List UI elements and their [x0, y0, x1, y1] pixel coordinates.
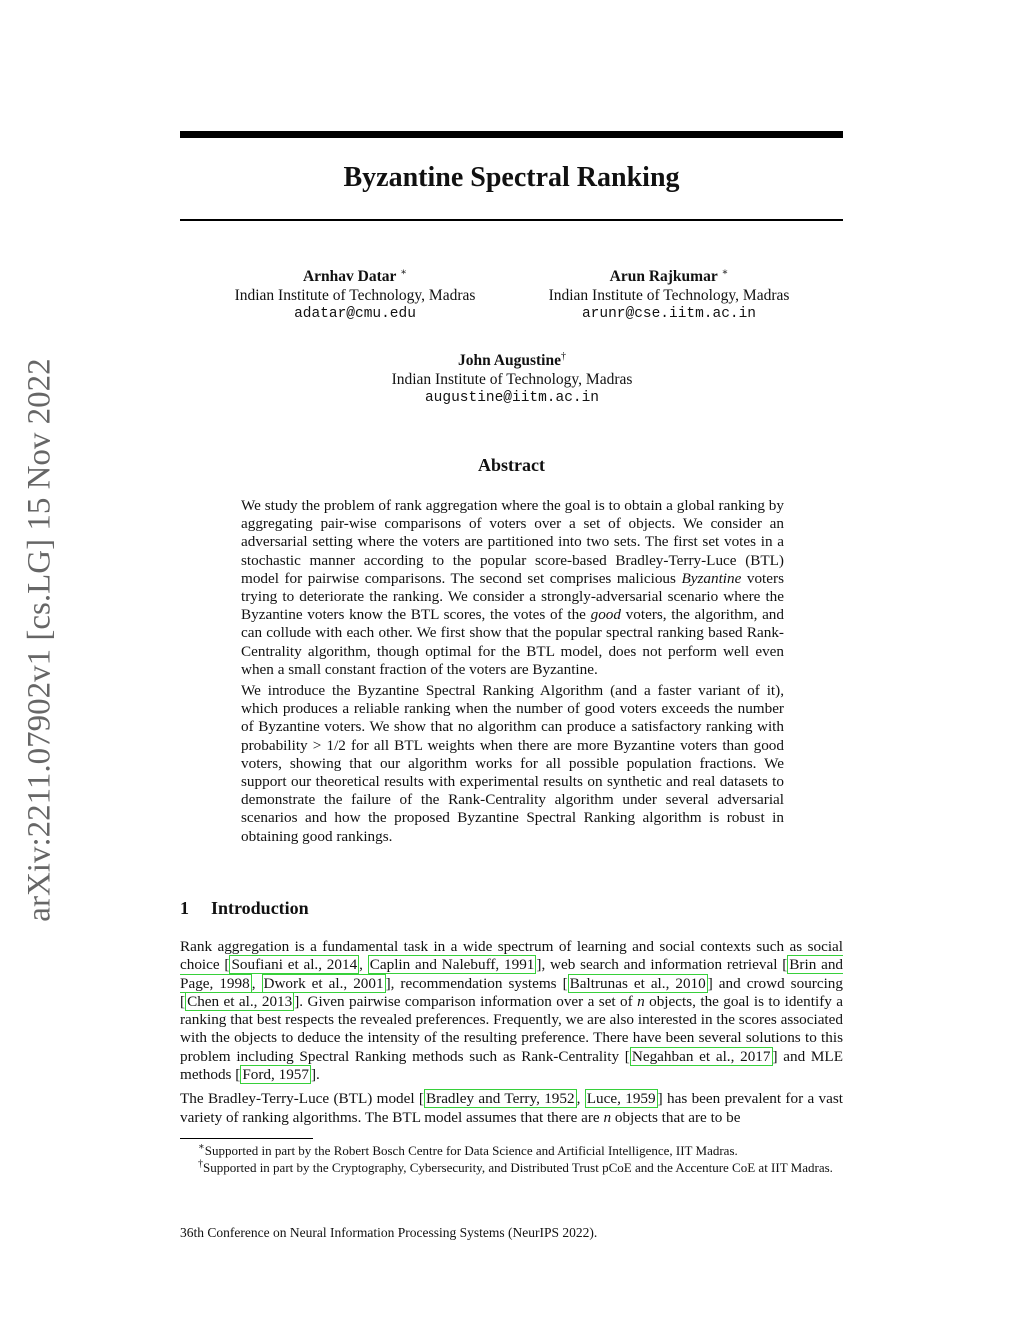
author-email[interactable]: adatar@cmu.edu: [294, 306, 416, 322]
intro-paragraph-2: The Bradley-Terry-Luce (BTL) model [ Bradley and Terry, 1952 , Luce, 1959 ] has been prevalent for a vast variety of ranking algorithms. The BTL model assumes that there are n objects that are to be: [180, 1090, 844, 1126]
arxiv-id: arXiv:2211.07902v1 [cs.LG] 15 Nov 2022: [21, 358, 58, 922]
author-block-2: [519, 267, 819, 324]
abstract-paragraph-1: We study the problem of rank aggregation where the goal is to obtain a global ranking by aggregating pair-wise comparisons of voters over a set of objects. We consider an adversarial setting where the voters are partitioned into two sets. The first set votes in a stochastic manner according to the popular score-based Bradley-Terry-Luce (BTL) model for pairwise comparisons. The second set comprises malicious Byzantine voters trying to deteriorate the ranking. We consider a strongly-adversarial scenario where the Byzantine voters know the BTL scores, the votes of the good voters, the algorithm, and can collude with each other. We first show that the popular spectral ranking based Rank-Centrality algorithm, though optimal for the BTL model, does not perform well even when a small constant fraction of the voters are Byzantine.: [241, 497, 784, 678]
author-email[interactable]: augustine@iitm.ac.in: [424, 390, 600, 406]
author-affiliation: Indian Institute of Technology, Madras: [234, 287, 476, 304]
section-number: 1: [180, 898, 189, 918]
citation-link[interactable]: Luce, 1959: [586, 1090, 656, 1108]
citation-link[interactable]: Dwork et al., 2001: [263, 974, 384, 992]
author-mark: ∗: [400, 266, 408, 278]
abstract-body: [241, 497, 784, 849]
paper-title: Byzantine Spectral Ranking: [343, 162, 680, 193]
citation-link[interactable]: Caplin and Nalebuff, 1991: [369, 956, 535, 974]
citation-link[interactable]: Soufiani et al., 2014: [231, 956, 358, 974]
citation-link[interactable]: Bradley and Terry, 1952: [426, 1090, 575, 1108]
abstract-paragraph-2: We introduce the Byzantine Spectral Ranking Algorithm (and a faster variant of it), which produces a reliable ranking when the number of good voters exceeds the number of Byzantine voters. We show that no algorithm can produce a satisfactory ranking with probability > 1/2 for all BTL weights when there are more Byzantine voters than good voters, showing that our algorithm works for all possible population fractions. We support our theoretical results with experimental results on synthetic and real datasets to demonstrate the failure of the Rank-Centrality algorithm under several adversarial scenarios and how the proposed Byzantine Spectral Ranking algorithm is robust in obtaining good rankings.: [241, 682, 784, 845]
author-mark: †: [560, 350, 566, 362]
footnote-1: ∗Supported in part by the Robert Bosch Centre for Data Science and Artificial Intelligence, IIT Madras.: [198, 1141, 738, 1158]
footnote-2: †Supported in part by the Cryptography, Cybersecurity, and Distributed Trust pCoE and the Accenture CoE at IIT Madras.: [198, 1158, 833, 1175]
citation-link[interactable]: Brin and Page, 1998: [180, 956, 844, 992]
intro-body: [180, 938, 843, 1133]
citation-link[interactable]: Negahban et al., 2017: [631, 1047, 771, 1065]
section-heading: [180, 898, 309, 919]
citation-link[interactable]: Chen et al., 2013: [187, 992, 293, 1010]
title-bottom-rule: [180, 219, 843, 221]
author-name: Arnhav Datar: [302, 268, 397, 285]
author-email[interactable]: arunr@cse.iitm.ac.in: [581, 306, 757, 322]
section-title: Introduction: [211, 898, 309, 918]
author-affiliation: Indian Institute of Technology, Madras: [548, 287, 790, 304]
author-name: Arun Rajkumar: [609, 268, 718, 285]
author-mark: ∗: [721, 266, 729, 278]
intro-paragraph-1: Rank aggregation is a fundamental task in a wide spectrum of learning and social contexts such as social choice [ Soufiani et al., 2014 , Caplin and Nalebuff, 1991 ], web search and information retrieval [ Brin and Page, 1998 , Dwork et al., 2001 ], recommendation systems [ Baltrunas et al., 2010 ] and crowd sourcing [ Chen et al., 2013 ]. Given pairwise comparison information over a set of n objects, the goal is to identify a ranking that best respects the revealed preferences. Frequently, we are also interested in the scores associated with the objects to deduce the intensity of the resulting preference. There have been several solutions to this problem including Spectral Ranking methods such as Rank-Centrality [ Negahban et al., 2017 ] and MLE methods [ Ford, 1957 ].: [180, 938, 844, 1084]
citation-link[interactable]: Baltrunas et al., 2010: [569, 974, 706, 992]
author-affiliation: Indian Institute of Technology, Madras: [391, 371, 633, 388]
abstract-heading: Abstract: [478, 455, 545, 475]
footnotes: [180, 1143, 843, 1176]
author-name: John Augustine: [458, 352, 561, 369]
author-block-1: [205, 267, 505, 324]
footnote-rule: [180, 1138, 313, 1139]
math-expression: > 1/2: [312, 736, 346, 754]
venue-footer: 36th Conference on Neural Information Processing Systems (NeurIPS 2022).: [180, 1225, 598, 1240]
title-top-rule: [180, 131, 843, 138]
citation-link[interactable]: Ford, 1957: [242, 1066, 309, 1084]
author-block-3: [362, 351, 662, 408]
